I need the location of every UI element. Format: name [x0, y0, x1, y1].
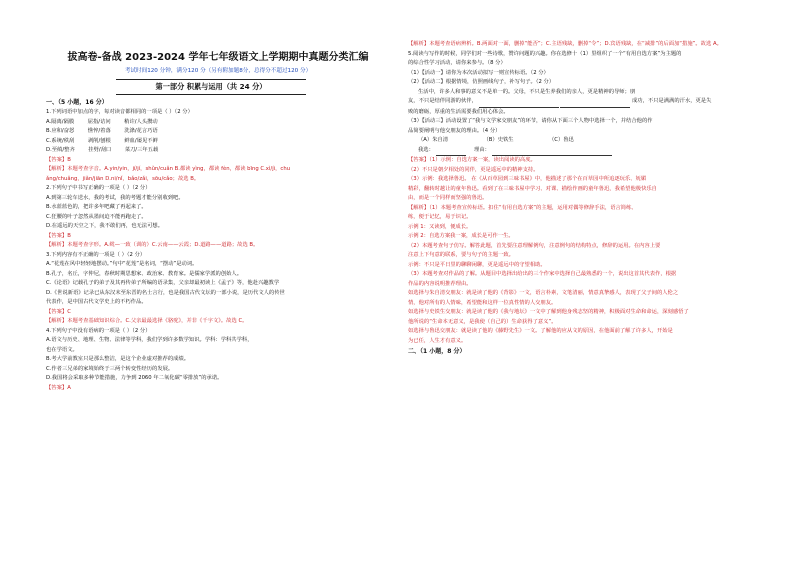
choice-option: （B）史铁生	[483, 137, 514, 143]
left-column	[46, 40, 390, 528]
option-text: B.应和/奋怒	[46, 128, 75, 134]
analysis-text: 【解析】本题考查语病辨析。B.两面对一面，删掉“能否”；C.主语残缺，删掉“令”；D.宾语残缺，在“减排”的后面加“措施”。故选 A。	[408, 41, 722, 47]
option-text: 菜刀/三年五载	[124, 147, 159, 153]
option-text: 憔悴/着落	[87, 128, 111, 134]
choice-row	[408, 136, 752, 146]
option-row	[46, 127, 390, 137]
exam-info: 考试时间120 分钟，满分120 分（另有附加题8分，总得分不超过120 分）	[124, 68, 312, 74]
passage-text: 成功，不只是满满的汗水，更是失	[631, 98, 712, 104]
option-text: 也在学语文。	[46, 346, 78, 353]
question-stem: 1.下列词语中加点的字，每对读音都相同的一项是（ ）（2 分）	[46, 109, 193, 115]
answer-line: 示例：不只是平日里的聊聊闲聊，更是遥远中的守望相助。	[408, 261, 546, 268]
option-text: 剥削/刨根	[87, 137, 111, 144]
choice-option: （A）朱自清	[418, 137, 449, 143]
analysis-text: 【解析】本题考查字形。A.缆—一致（训的）C.云南——云霞；D.道路——道路；故选 B。	[46, 242, 259, 248]
passage-text	[408, 97, 752, 108]
reason-label: 理由：	[474, 146, 490, 153]
analysis-text: ǎng/chuǎng，jiǎn/jiān D.ni/nǐ，bǎo/zǎi，sōu/cǎo；故选 B。	[46, 175, 200, 182]
option-text: A.语文与历史、地理、生物、法律等学科，我们学到许多数学知识。学科：学科共学科，	[46, 337, 253, 343]
analysis-text: 【解析】本题考查字音。A.yin/yin，jí/jí，shǔn/cuǎn B.都读 yìng，都读 fèn，都读 bīng C.xì/jì，chu	[46, 166, 291, 172]
answer-line: 练，便于记忆，易于识记。	[408, 214, 472, 220]
choose-label: 我选：	[418, 146, 434, 153]
option-text: 屈指/诘问	[87, 118, 111, 125]
option-text: C.系统/秩刮	[46, 137, 75, 144]
passage-text: 友，不只是结伴同游的伙伴，	[408, 98, 477, 104]
answer-line: 作品的内容说明推荐理由。	[408, 280, 472, 287]
option-text: D.我国将会采取多种节能措施，力争到 2060 年二氧化碳“零排放”的承诺。	[46, 375, 223, 381]
answer-line: （3）示例：我选择鲁迅。 在《从百草园到三味书屋》中，他描述了那个在百草园中所追逐玩乐、妩媚	[408, 176, 647, 182]
answer-label: 【答案】C	[46, 308, 71, 315]
answer-line: 如选择与鲁迅交朋友：就是读了他的《藤野先生》一文。了解他的应从文的原因，在他面前了解了许多人，开始是	[408, 328, 673, 334]
question-stem: 的综合性学习活动，请你来参与。（8 分）	[408, 60, 506, 66]
option-text: D.《世说新语》记录已从东汉末至东晋的名士言行，也是我国古代文坛的一部小说，是历代文人的传世	[46, 289, 285, 296]
section-heading: 二、（1 小题，8 分）	[408, 348, 466, 355]
answer-line: 【答案】（1）示例：自选方案一案，读出阅读的高度。	[408, 157, 536, 163]
q1-options	[46, 118, 390, 156]
option-text: B.水蓝蓝色的，把许多年吧藏了再起来了。	[46, 204, 147, 210]
blank-line[interactable]	[436, 146, 466, 157]
blank-line[interactable]	[560, 97, 630, 108]
answer-line: 为已任，人生才有意义。	[408, 337, 467, 344]
option-text: D.至缜/整齐	[46, 147, 75, 153]
right-column	[408, 40, 752, 528]
option-text: C.《论语》记载孔子的弟子及其再传弟子所编的语录集，父亲却最初读上《孟子》等，他赴兴趣教学	[46, 280, 280, 286]
activity-item: （2）【活动二】根据情境，仿照画线句子，补写句子。（2 分）	[408, 79, 555, 85]
blank-line[interactable]	[479, 97, 559, 108]
answer-row	[408, 146, 752, 157]
answer-line: 注意上下句意的联系，要与句子的主题一致。	[408, 252, 514, 258]
option-text: A.到第三轮车送水，我的考试，我的考题才能分别收到吧。	[46, 194, 184, 201]
analysis-text: 【解析】本题考查基础知识综合。C.父亲最最选择《骆驼》，并非《千字文》。故选 C。	[46, 318, 248, 324]
activity-item: （3）【活动三】活动设置了“我与文学家交朋友”的环节，请你从下面三个人物中选择一个，并结合他的作	[408, 118, 653, 124]
answer-line: 情，他对所有的人情味，希望能和这样一位真性情的人交朋友。	[408, 299, 557, 306]
option-row	[46, 146, 390, 156]
answer-label: 【答案】B	[46, 156, 71, 163]
option-text: 挂劈/刮口	[88, 147, 112, 153]
choice-option: （C）鲁迅	[548, 137, 574, 143]
question-stem: 5.阅读与写作的时候，同学们对一些诗歌，赞许问题的兴趣。你在选修十（1）里组织了一个“有用自选方案”为主题的	[408, 50, 682, 57]
answer-line: 如选择与史铁生交朋友：就是读了他的《我与地坛》一文中了解到他身残志坚的精神，积极面对生命和命运，深刻感悟了	[408, 309, 689, 315]
option-text: B.孔子，名丘，字仲尼，春秋时期思想家、政治家、教育家。是儒家学派的创始人。	[46, 270, 243, 277]
option-text: C.狂腰的叶子忽然从墨间迫不能再跑走了。	[46, 213, 147, 220]
option-text: 代表作，是中国古代文学史上的不朽作品。	[46, 299, 147, 305]
option-text: A.“花莲在风中轻轻地摆动。”句中“花莲”是名词，“摆动”是动词。	[46, 261, 198, 267]
option-row	[46, 137, 390, 147]
answer-line: 【解析】（1）本题考查宣传标语。扣住“有用自选方案”的主题，运用对偶等修辞手法，语言简练、	[408, 204, 637, 211]
option-text: B.考大学前教室只是那么整洁，是这个企业虚对推荐的成绩。	[46, 356, 190, 362]
part-heading: 第一部分 积累与运用（共 24 分）	[116, 79, 306, 95]
answer-line: 示例 1：又读到，便成长。	[408, 223, 472, 230]
passage-text: 败的磨砺，厚重的生活需要我们用心体会。	[408, 108, 509, 115]
answer-block	[408, 156, 752, 346]
answer-line: 示例 2：自选方案我一案，成长是可作一生。	[408, 233, 514, 239]
passage-text: 生活中，许多人和事的意义不是单一的。父母，不只是生养我们的亲人，更是精神的导师；朋	[418, 88, 636, 95]
option-text: 稍许/人头攒动	[124, 118, 158, 125]
answer-line: 精彩，翻转时越让的童年鲁迅。看到了在三味书屋中学习、对课、描绘作画的童年鲁迅，我希望他极快乐自	[408, 185, 657, 192]
option-text: C.作者三兄弟的家境始终于三两个转变性经历的发展。	[46, 365, 174, 372]
blank-line[interactable]	[492, 146, 612, 157]
option-text: D.在遥远的天空之下，我不敢们再，也无法可想。	[46, 223, 163, 229]
answer-line: 他所说的“生命本无意义，是我使（自己的）生命获得了意义”。	[408, 318, 557, 325]
option-text: 洗涤/花言巧语	[124, 128, 158, 134]
option-row	[46, 118, 390, 128]
answer-label: 【答案】A	[46, 384, 71, 391]
page-title: 拔高卷-备战 2023-2024 学年七年级语文上学期期中真题分类汇编	[67, 52, 369, 63]
activity-item: 品简要阐明与他交朋友的理由。（4 分）	[408, 127, 501, 134]
answer-label: 【答案】B	[46, 232, 71, 239]
question-stem: 3.下列内容有不正确的一项是（ ）（2 分）	[46, 251, 146, 258]
answer-line: 由，而是一个同样而坚强的鲁迅。	[408, 195, 488, 201]
activity-item: （1）【活动一】请你为本次活动拟写一则宣传标语。（2 分）	[408, 69, 549, 76]
answer-line: （2）本题考查句子仿写。解答此题，首先要注意理解例句，注意例句的结构特点，修辞的运用。在内容上要	[408, 242, 661, 249]
section-heading: 一、（5 小题，16 分）	[46, 99, 108, 106]
answer-line: （3）本题考查对作品的了解。从题目中选择出给出的三个作家中选择自己最熟悉的一个，说出这首其代表作，根据	[408, 271, 677, 277]
document-page	[46, 40, 758, 528]
question-stem: 2.下列句子中书写正确的一项是（ ）（2 分）	[46, 185, 151, 191]
question-stem: 4.下列句子中没有语病的一项是（ ）（2 分）	[46, 327, 151, 334]
option-text: A.隔离/隔膜	[46, 118, 75, 125]
option-text: 鲜血/屡见不鲜	[124, 137, 158, 144]
answer-line: 如选择与朱自清交朋友：就是读了他的《背影》一文，语言朴素，文笔清丽，情意真挚感人，表现了父子间的人伦之	[408, 290, 679, 296]
answer-line: （2）不只是朝夕相处的同伴，更是遥远中的精神支持。	[408, 166, 539, 173]
